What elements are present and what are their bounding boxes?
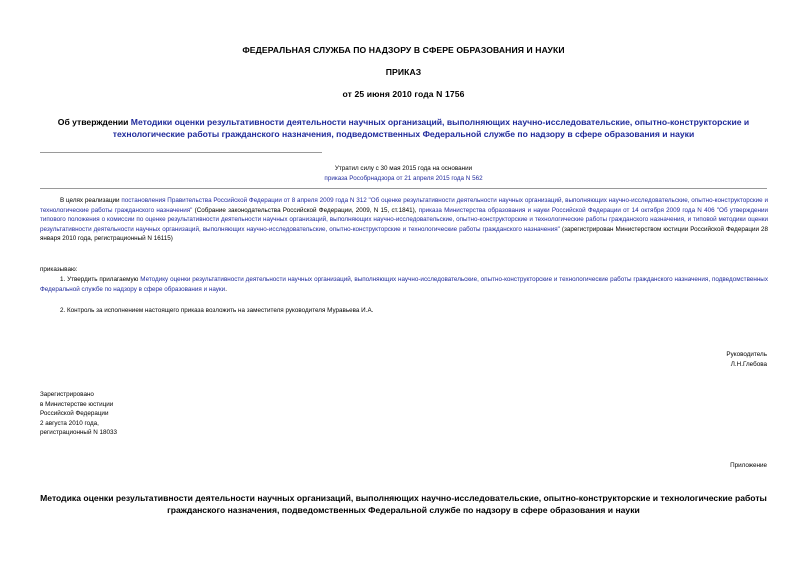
order-word: приказываю:: [40, 266, 78, 273]
preamble-text-2: (Собрание законодательства Российской Федерации, 2009, N 15, ст.1841),: [192, 206, 419, 214]
item-2-text: 2. Контроль за исполнением настоящего приказа возложить на заместителя руководителя Муравьева И.А.: [60, 307, 374, 314]
status-divider: [40, 188, 767, 189]
agency-heading: ФЕДЕРАЛЬНАЯ СЛУЖБА ПО НАДЗОРУ В СФЕРЕ ОБРАЗОВАНИЯ И НАУКИ: [242, 45, 565, 55]
preamble-text-1: В целях реализации: [60, 197, 122, 204]
date-number-heading: от 25 июня 2010 года N 1756: [342, 89, 465, 99]
item-1-paragraph: [40, 275, 768, 294]
signature-position: Руководитель: [726, 351, 767, 358]
preamble-paragraph: [40, 196, 768, 244]
registration-line: в Министерстве юстиции: [40, 400, 114, 408]
top-divider: [40, 152, 322, 153]
signature-name: Л.Н.Глебова: [730, 361, 767, 368]
government-decree-link[interactable]: постановления Правительства Российской Федерации от 8 апреля 2009 года N 312 "Об оценке результативности деятельности научных организаций, выполняющих научно-исследовательские, опытно-конструкторские и технологические работы гражданского назначения": [40, 197, 768, 214]
item-1-text: 1. Утвердить прилагаемую: [60, 276, 141, 283]
status-repeal-link[interactable]: приказа Рособрнадзора от 21 апреля 2015 года N 562: [324, 175, 483, 182]
methodology-link[interactable]: Методики оценки результативности деятельности научных организаций, выполняющих научно-исследовательские, опытно-конструкторские и технологические работы гражданского назначения, подведомственных Федеральной службе по надзору в сфере образования и науки: [112, 117, 750, 139]
ministry-order-link[interactable]: приказа Министерства образования и науки Российской Федерации от 14 октября 2009 года N 406 "Об утверждении типового положения о комиссии по оценке результативности деятельности научных организаций, выполняющих научно-исследовательские, опытно-конструкторские и технологические работы гражданского назначения, и типовой методики оценки результативности деятельности научных организаций, выполняющих научно-исследовательские, опытно-конструкторские и технологические работы гражданского назначения": [40, 206, 769, 233]
appendix-label: Приложение: [730, 462, 767, 469]
registration-block: [40, 390, 117, 438]
registration-line: регистрационный N 18033: [40, 429, 118, 437]
appendix-title: Методика оценки результативности деятельности научных организаций, выполняющих научно-исследовательские, опытно-конструкторские и технологические работы гражданского назначения, подведомственных Федеральной службе по надзору в сфере образования и науки: [40, 493, 767, 515]
registration-line: Зарегистрировано: [40, 391, 94, 398]
item-1-end: .: [225, 285, 227, 293]
status-line: Утратил силу с 30 мая 2015 года на основании: [334, 165, 473, 172]
preamble-text-3: (зарегистрирован Министерством юстиции Российской Федерации 28 января 2010 года, регистрационный N 16115): [40, 225, 768, 243]
registration-line: Российской Федерации: [40, 410, 109, 418]
registration-line: 2 августа 2010 года,: [40, 419, 99, 427]
methodology-appendix-link[interactable]: Методику оценки результативности деятельности научных организаций, выполняющих научно-исследовательские, опытно-конструкторские и технологические работы гражданского назначения, подведомственных Федеральной службе по надзору в сфере образования и науки: [40, 276, 768, 293]
item-2-paragraph: [40, 306, 768, 316]
order-title-prefix: Об утверждении: [57, 117, 131, 127]
doc-type-heading: ПРИКАЗ: [385, 67, 422, 77]
order-title: [30, 116, 777, 140]
